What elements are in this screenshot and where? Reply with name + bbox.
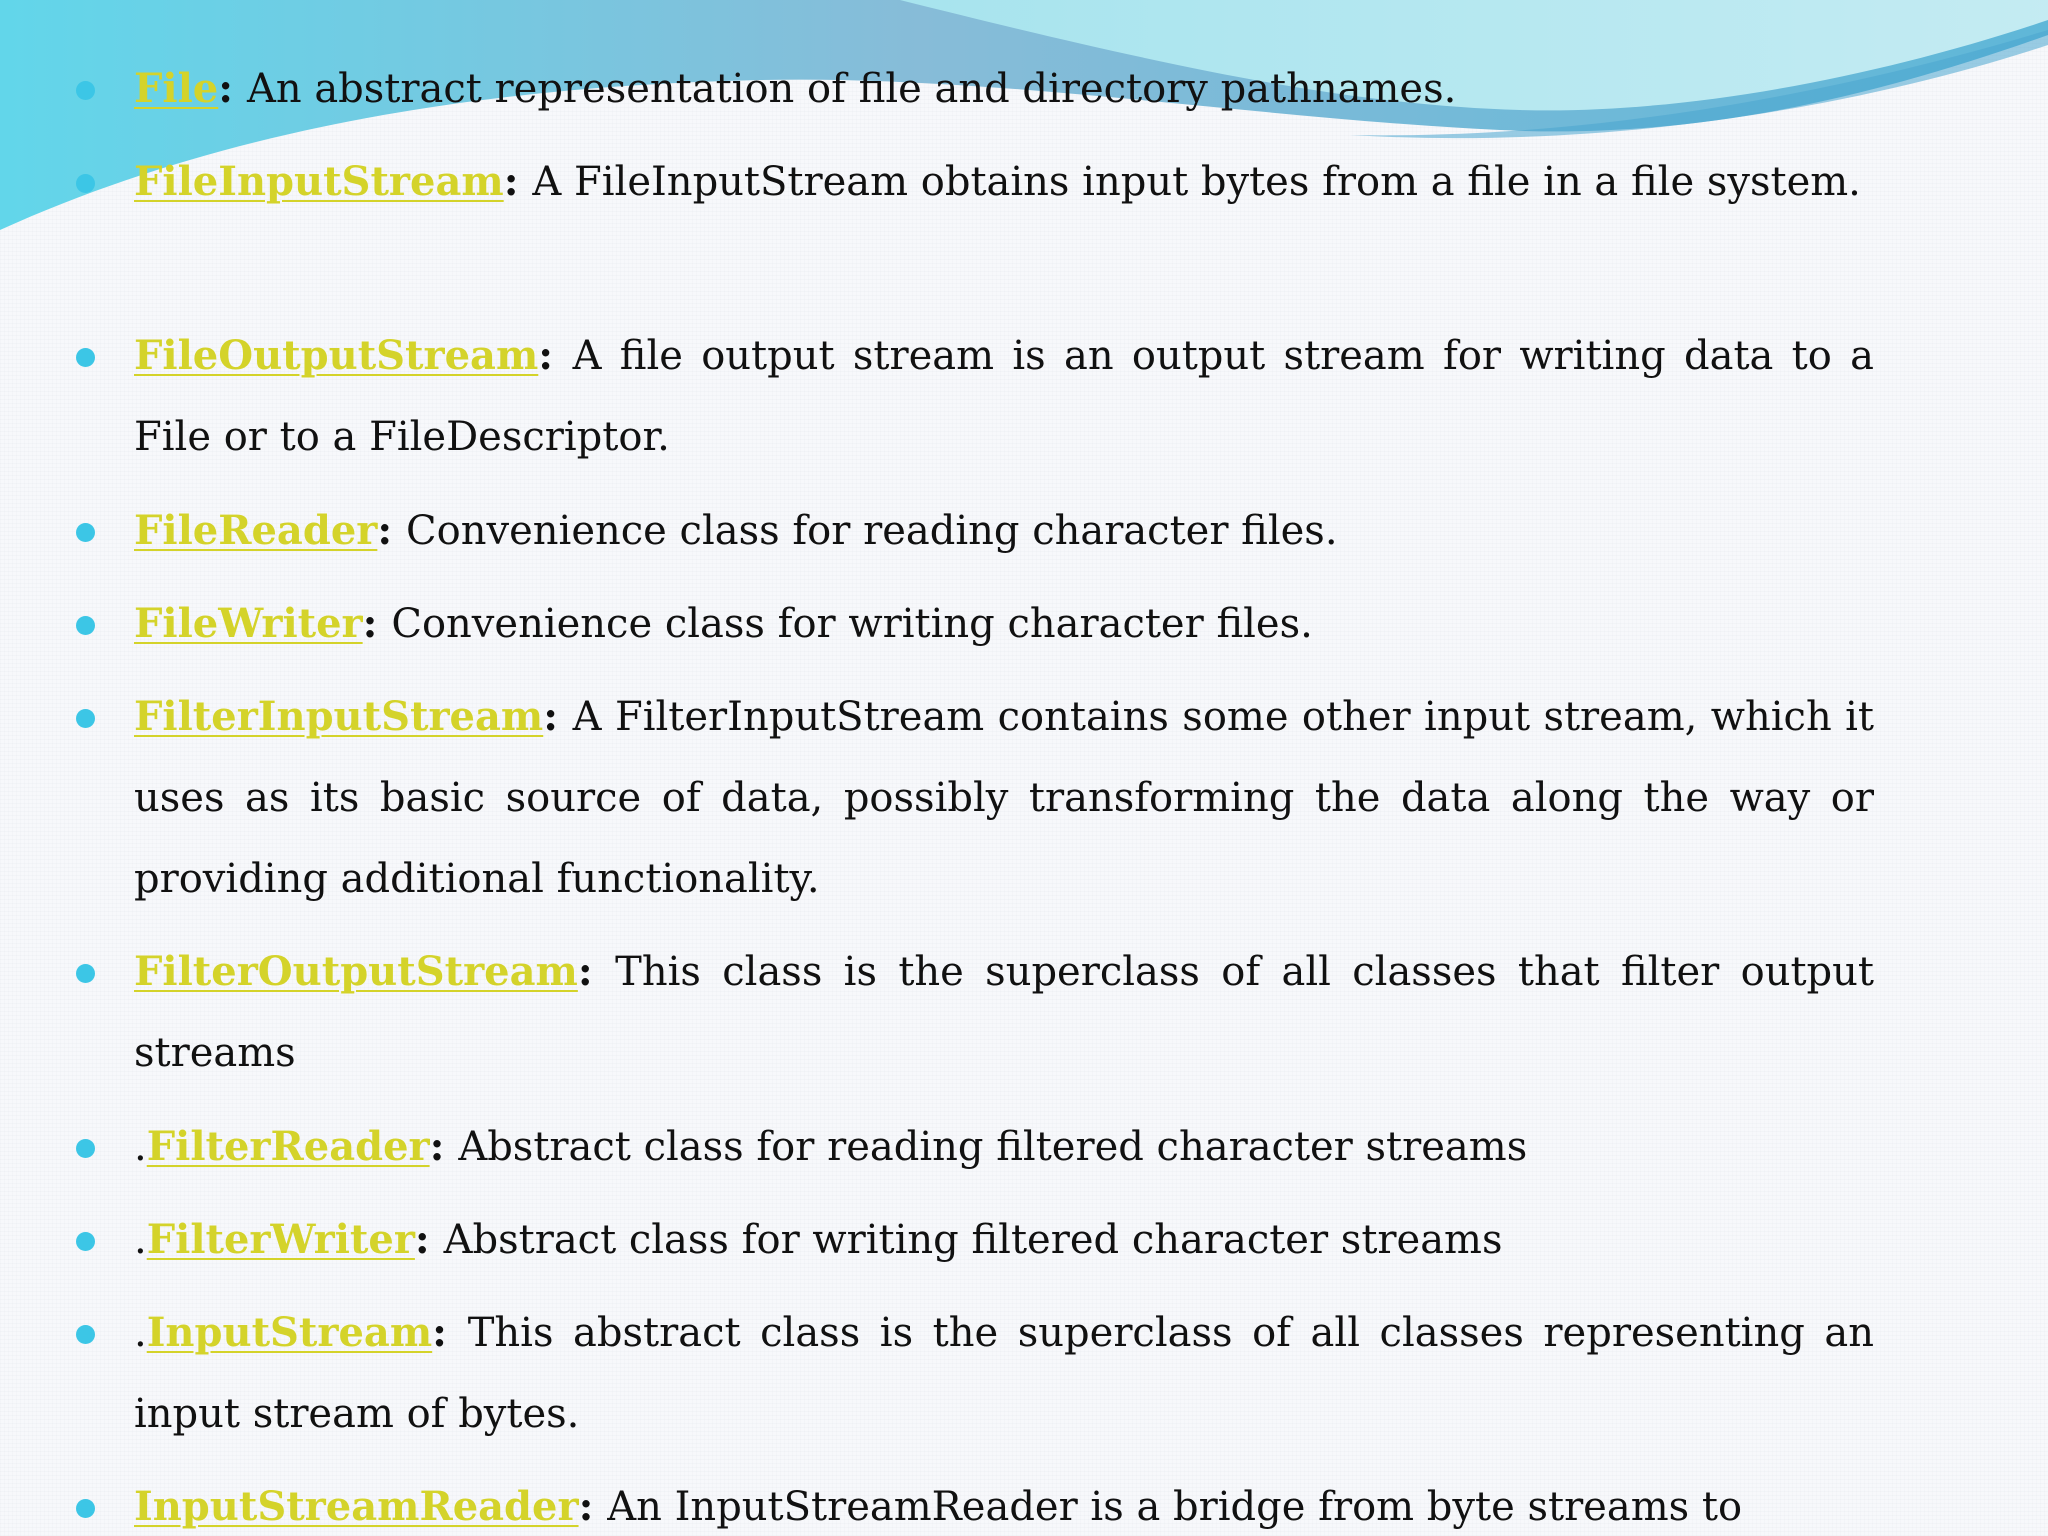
item-text: FilterInputStream: A FilterInputStream contains some other input stream, which it uses as its basic source of data, possibly transforming the data along the way or providing additional functionality. [134,693,1874,902]
item-description: A FilterInputStream contains some other input stream, which it uses as its basic source of data, possibly transforming the data along the way or providing additional functionality. [134,694,1874,902]
item-description: This abstract class is the superclass of all classes representing an input stream of bytes. [134,1310,1874,1437]
item-description: An abstract representation of file and directory pathnames. [246,66,1457,112]
class-link[interactable]: FilterReader [146,1123,430,1170]
item-text: FileOutputStream: A file output stream is an output stream for writing data to a File or to a FileDescriptor. [134,332,1874,460]
item-text: FileReader: Convenience class for reading character files. [134,507,1338,554]
class-link[interactable]: FilterOutputStream [134,948,578,995]
item-text: .FilterWriter: Abstract class for writing filtered character streams [134,1216,1503,1263]
bullet-icon [76,616,95,635]
item-text: FileInputStream: A FileInputStream obtains input bytes from a file in a file system. [134,158,1861,205]
item-description: A file output stream is an output stream for writing data to a File or to a FileDescriptor. [134,333,1874,460]
class-link[interactable]: InputStream [146,1309,433,1356]
item-description: Convenience class for reading character files. [406,508,1338,554]
item-text: .InputStream: This abstract class is the superclass of all classes representing an input stream of bytes. [134,1309,1874,1437]
class-link[interactable]: FileOutputStream [134,332,539,379]
item-text: FileWriter: Convenience class for writing character files. [134,600,1313,647]
class-link[interactable]: File [134,65,219,112]
bullet-icon [76,1325,95,1344]
bullet-icon [76,523,95,542]
bullet-icon [76,348,95,367]
class-link[interactable]: FilterInputStream [134,693,544,740]
class-link[interactable]: FilterWriter [146,1216,415,1263]
item-prefix: . [134,1217,147,1263]
item-description: An InputStreamReader is a bridge from byte streams to [607,1484,1743,1530]
bullet-icon [76,709,95,728]
item-description: Convenience class for writing character files. [391,601,1313,647]
item-text: .FilterReader: Abstract class for reading filtered character streams [134,1123,1528,1170]
item-description: Abstract class for reading filtered character streams [458,1124,1528,1170]
item-description: This class is the superclass of all classes that filter output streams [134,949,1874,1076]
bullet-icon [76,1499,95,1518]
class-link[interactable]: FileReader [134,507,378,554]
class-link[interactable]: FileWriter [134,600,363,647]
item-description: Abstract class for writing filtered character streams [443,1217,1503,1263]
bullet-icon [76,1139,95,1158]
item-text: FilterOutputStream: This class is the superclass of all classes that filter output streams [134,948,1874,1076]
bullet-icon [76,964,95,983]
item-prefix: . [134,1310,147,1356]
bullet-icon [76,81,95,100]
class-link[interactable]: InputStreamReader [134,1483,579,1530]
class-link[interactable]: FileInputStream [134,158,504,205]
bullet-icon [76,1232,95,1251]
item-description: A FileInputStream obtains input bytes from a file in a file system. [532,159,1861,205]
bullet-icon [76,174,95,193]
item-text: File: An abstract representation of file and directory pathnames. [134,65,1457,112]
item-text: InputStreamReader: An InputStreamReader is a bridge from byte streams to [134,1483,1743,1530]
item-prefix: . [134,1124,147,1170]
